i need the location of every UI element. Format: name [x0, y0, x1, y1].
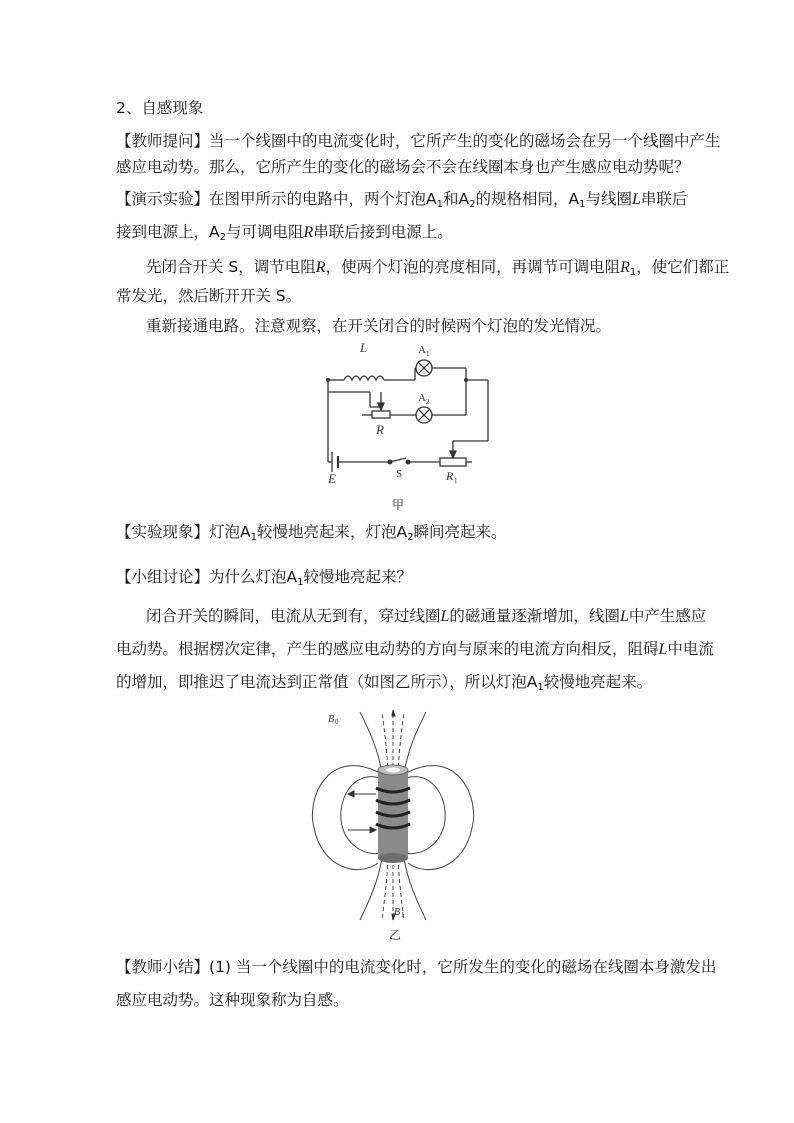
- demo-text: 串联后接到电源上。: [313, 223, 453, 241]
- subscript: 2: [469, 199, 476, 210]
- dashed-line: [382, 712, 388, 774]
- label-a2: A: [418, 392, 426, 404]
- subscript: 1: [436, 199, 443, 210]
- symbol-L: L: [440, 608, 450, 625]
- explain-text: 的增加，即推迟了电流达到正常值（如图乙所示），所以灯泡A: [116, 673, 538, 691]
- summary-text-1: (1) 当一个线圈中的电流变化时，它所发生的变化的磁场在线圈本身激发出: [209, 958, 717, 976]
- demo-text: 和A: [443, 190, 470, 208]
- demo-text: 串联后: [640, 190, 688, 208]
- question-line-1: [116, 131, 721, 151]
- switch-blade: [390, 458, 406, 462]
- symbol-L: L: [619, 608, 629, 625]
- demo-tag: 【演示实验】: [116, 190, 210, 208]
- discussion-text: 为什么灯泡A: [209, 568, 298, 586]
- section-title-text: 2、自感现象: [116, 99, 204, 117]
- step1-line-2: [116, 286, 301, 306]
- subscript: 2: [219, 232, 226, 243]
- resistor-r: [372, 411, 390, 418]
- demo-text: 的规格相同，A: [475, 190, 580, 208]
- symbol-R1: R: [620, 259, 630, 276]
- section-title: [116, 98, 203, 118]
- question-text-1: 当一个线圈中的电流变化时，它所产生的变化的磁场会在另一个线圈中产生: [209, 132, 721, 150]
- subscript: 1: [629, 267, 637, 278]
- symbol-L: L: [631, 191, 641, 208]
- demo-text: 接到电源上，A: [116, 223, 220, 241]
- demo-text: 与可调电阻: [225, 223, 304, 241]
- explain-text: 较慢地亮起来。: [543, 673, 653, 691]
- field-line-left-outer: [312, 766, 378, 870]
- explain-line-3: [116, 672, 652, 698]
- coil-hole: [386, 768, 400, 773]
- field-line: [404, 712, 426, 774]
- subscript: 2: [407, 532, 414, 543]
- field-line-right-outer: [408, 766, 474, 870]
- subscript: 1: [537, 682, 544, 693]
- step1-line-1: [146, 257, 729, 283]
- explain-text: 中电流: [667, 640, 714, 658]
- step1-text: 先闭合开关 S，调节电阻: [146, 258, 316, 276]
- explain-text: 闭合开关的瞬间，电流从无到有，穿过线圈: [146, 607, 441, 625]
- coil-field-diagram: [308, 708, 480, 938]
- label-a1: A: [418, 344, 426, 356]
- summary-line-2: [116, 990, 349, 1010]
- label-a2-sub: 2: [426, 398, 430, 406]
- label-a1-sub: 1: [426, 350, 430, 358]
- arrow-head: [392, 710, 395, 716]
- label-b1: B: [394, 907, 401, 918]
- demo-line-1: [116, 189, 687, 215]
- phenomenon-text: 灯泡A: [209, 523, 251, 541]
- explain-line-2: [116, 639, 714, 660]
- discussion-tag: 【小组讨论】: [116, 568, 210, 586]
- arrow-head: [370, 827, 376, 833]
- inductor-coil: [344, 376, 384, 380]
- label-b0-sub: 0: [335, 718, 339, 726]
- junction-dot: [464, 378, 468, 382]
- slider-arrow: [450, 451, 456, 458]
- summary-tag: 【教师小结】: [116, 958, 210, 976]
- demo-line-2: [116, 222, 453, 248]
- subscript: 1: [297, 577, 304, 588]
- step2-text: 重新接通电路。注意观察，在开关闭合的时候两个灯泡的发光情况。: [146, 317, 612, 335]
- phenomenon-line: [116, 522, 507, 548]
- symbol-R: R: [315, 259, 326, 276]
- question-text-2: 感应电动势。那么，它所产生的变化的磁场会不会在线圈本身也产生感应电动势呢？: [116, 158, 690, 176]
- circuit-diagram: [300, 337, 500, 515]
- demo-text: 在图甲所示的电路中，两个灯泡A: [209, 190, 437, 208]
- label-r: R: [376, 422, 384, 437]
- field-line-right-inner: [406, 777, 445, 854]
- junction-dot: [326, 378, 330, 382]
- subscript: 1: [250, 532, 257, 543]
- figure1-caption: 甲: [392, 498, 405, 512]
- subscript: 1: [579, 199, 586, 210]
- symbol-L: L: [658, 641, 668, 658]
- discussion-line: [116, 567, 412, 593]
- phenomenon-tag: 【实验现象】: [116, 523, 210, 541]
- arrow-head: [348, 791, 354, 797]
- dashed-line: [398, 712, 404, 774]
- label-b1-sub: 1: [401, 911, 405, 919]
- label-e: E: [328, 471, 336, 486]
- label-r1: R: [446, 469, 454, 483]
- summary-text-2: 感应电动势。这种现象称为自感。: [116, 991, 349, 1009]
- label-l: L: [360, 340, 368, 355]
- step1-text: ，使它们都正: [636, 258, 730, 276]
- field-line: [360, 712, 382, 774]
- question-tag: 【教师提问】: [116, 132, 210, 150]
- demo-text: 与线圈: [585, 190, 632, 208]
- field-line-left-inner: [341, 777, 380, 854]
- dashed-line: [382, 858, 388, 920]
- phenomenon-text: 较慢地亮起来，灯泡A: [257, 523, 408, 541]
- step1-text: ，使两个灯泡的亮度相同，再调节可调电阻: [325, 258, 621, 276]
- phenomenon-text: 瞬间亮起来。: [413, 523, 507, 541]
- explain-text: 电动势。根据楞次定律，产生的感应电动势的方向与原来的电流方向相反，阻碍: [116, 640, 659, 658]
- summary-line-1: [116, 957, 716, 977]
- figure2-caption: 乙: [389, 928, 402, 942]
- discussion-text: 较慢地亮起来？: [303, 568, 413, 586]
- step2-line: [146, 316, 611, 336]
- explain-text: 的磁通量逐渐增加，线圈: [449, 607, 620, 625]
- question-line-2: [116, 157, 690, 177]
- explain-text: 中产生感应: [628, 607, 707, 625]
- coil-bottom: [378, 853, 408, 863]
- label-r1-sub: 1: [454, 477, 458, 485]
- step1-text: 常发光，然后断开开关 S。: [116, 287, 302, 305]
- label-s: S: [396, 468, 403, 480]
- label-b0: B: [328, 714, 335, 725]
- explain-line-1: [146, 606, 706, 627]
- symbol-R: R: [303, 224, 314, 241]
